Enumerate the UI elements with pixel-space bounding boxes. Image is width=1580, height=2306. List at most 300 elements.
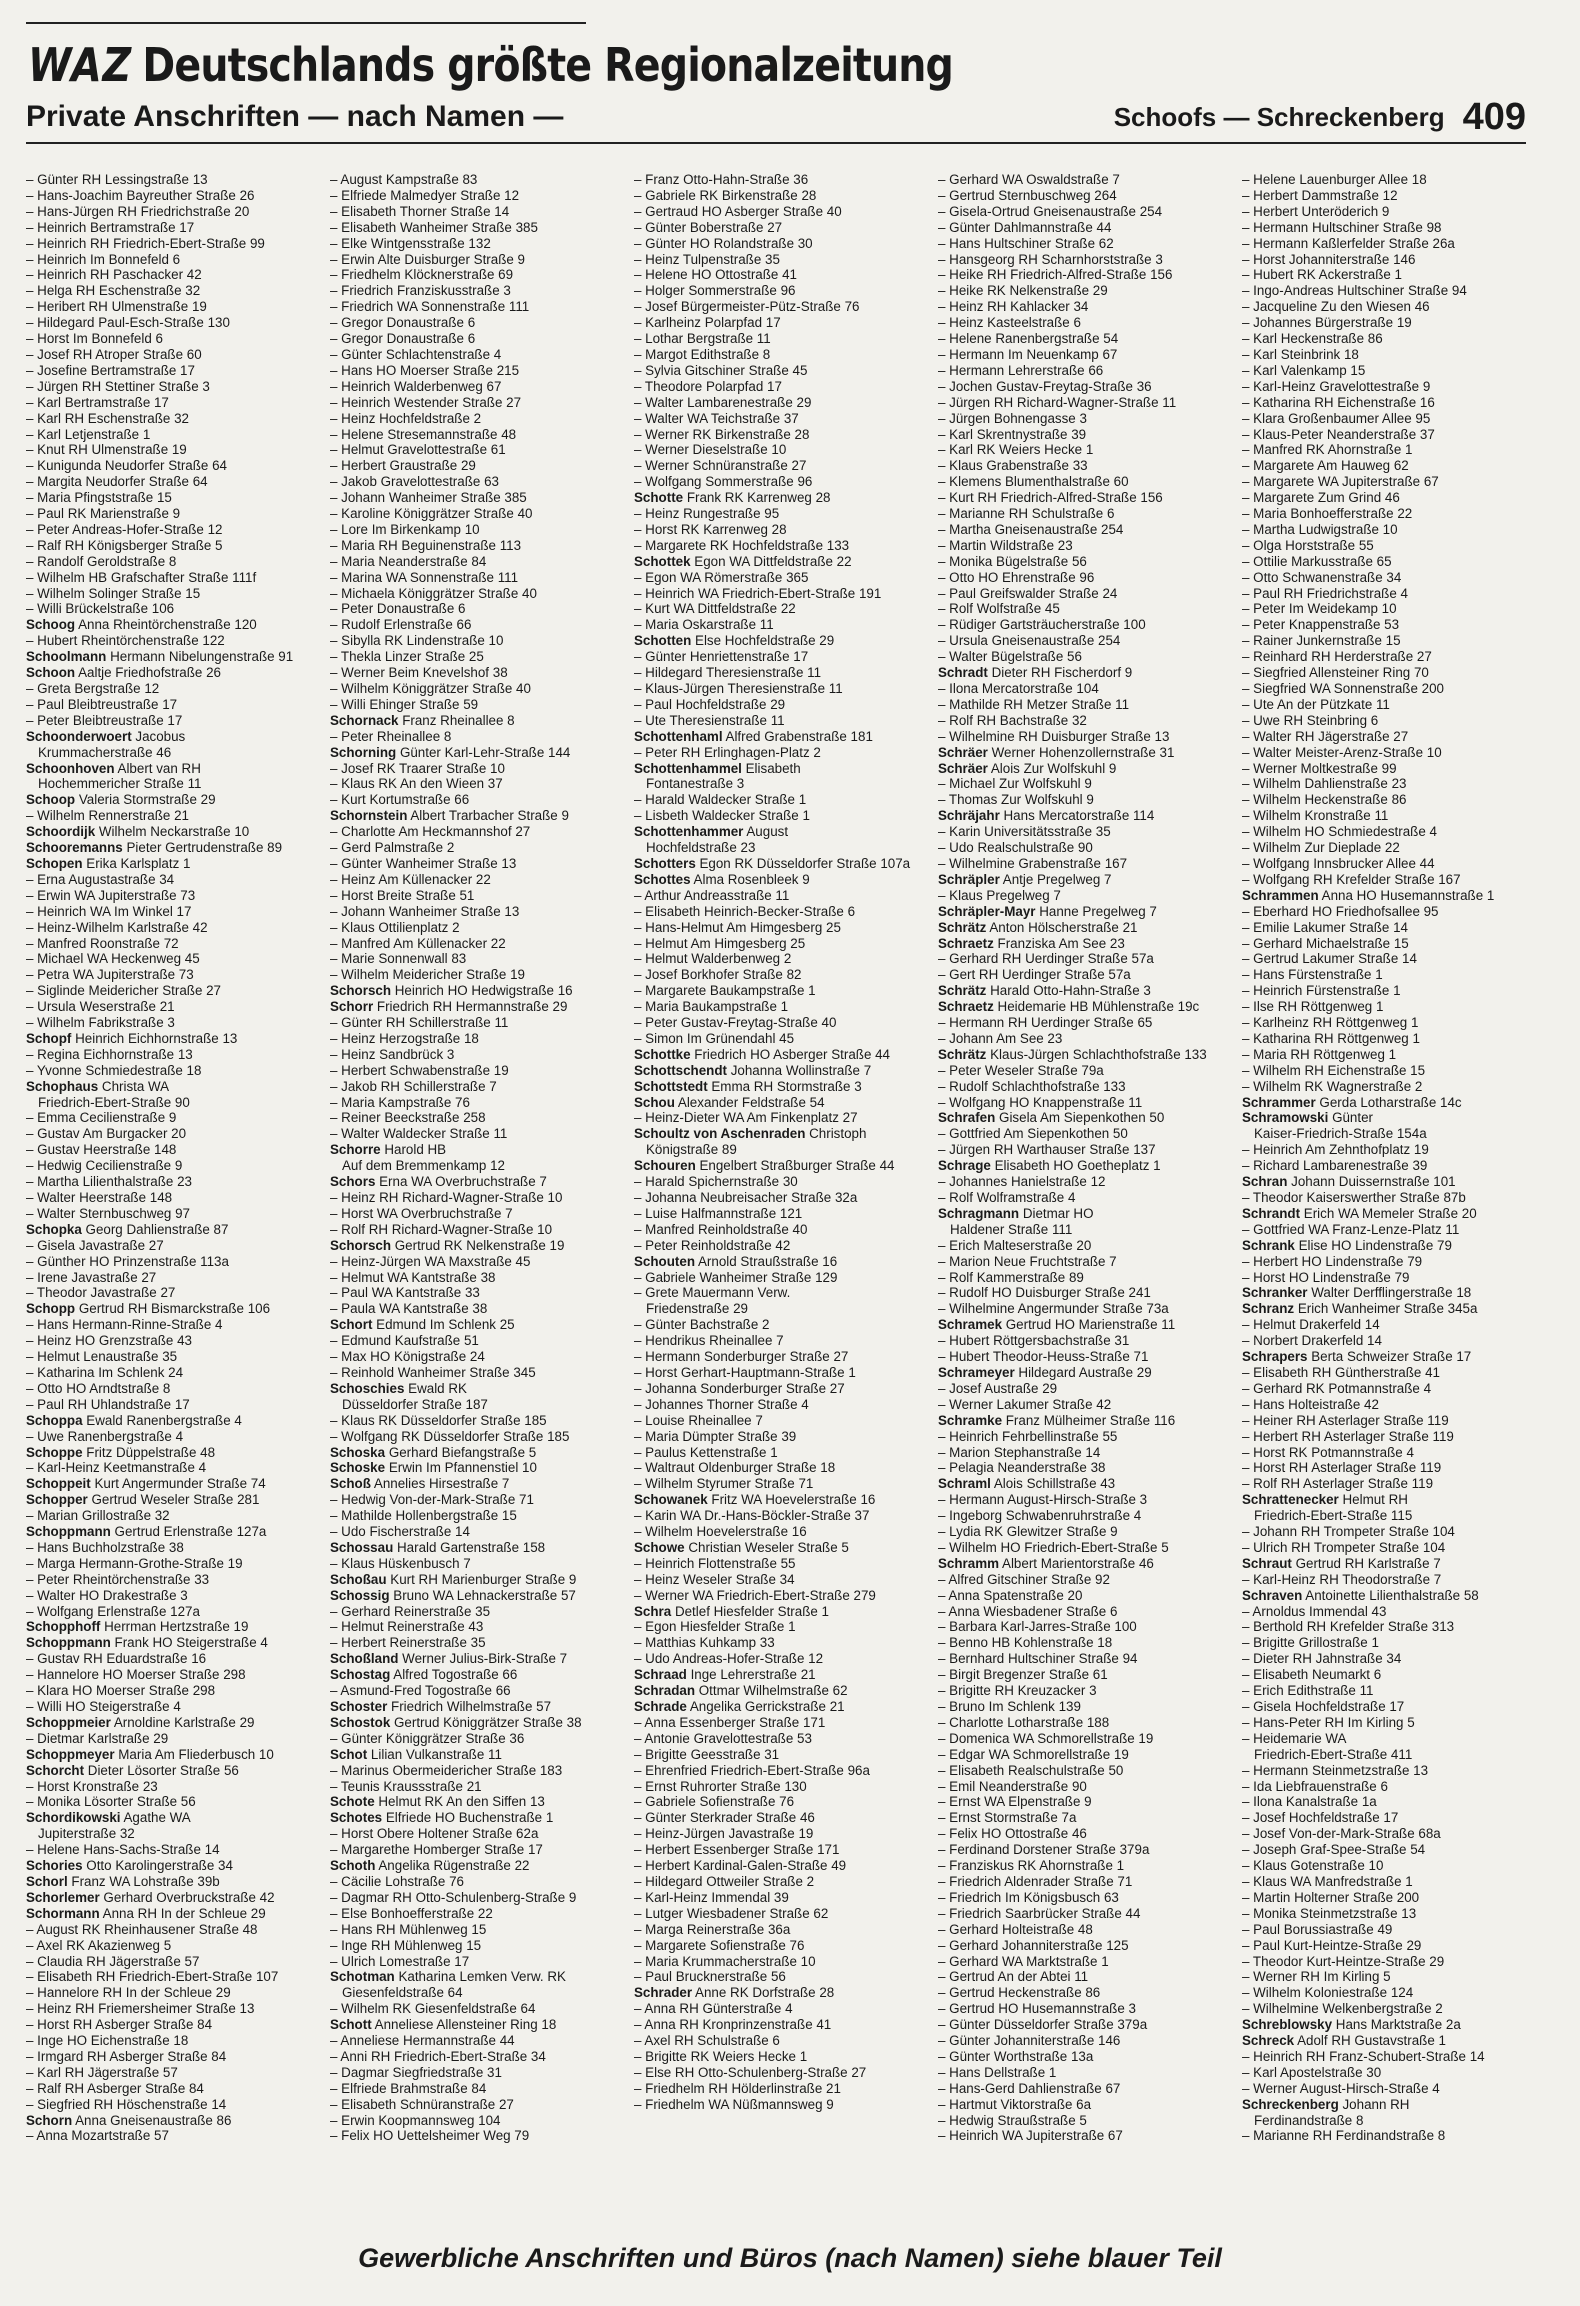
directory-entry: – Klaus RK Düsseldorfer Straße 185 <box>330 1412 547 1428</box>
directory-entry: – Sylvia Gitschiner Straße 45 <box>634 362 808 378</box>
directory-entry: – Hans Dellstraße 1 <box>938 2064 1057 2080</box>
surname: Schoß <box>330 1476 371 1492</box>
directory-entry: – Karl Heckenstraße 86 <box>1242 331 1383 347</box>
surname: Schoth <box>330 1858 376 1874</box>
directory-entry: – Karlheinz RH Röttgenweg 1 <box>1242 1015 1419 1031</box>
directory-entry: – Paul Kurt-Heintze-Straße 29 <box>1242 1937 1422 1953</box>
directory-entry: – Paula WA Kantstraße 38 <box>330 1301 488 1317</box>
directory-entry: – Richard Lambarenestraße 39 <box>1242 1158 1428 1174</box>
directory-entry: – Reinhard RH Herderstraße 27 <box>1242 649 1432 665</box>
directory-entry: – Hans Hermann-Rinne-Straße 4 <box>26 1317 223 1333</box>
directory-entry: – Arthur Andreasstraße 11 <box>634 887 790 903</box>
directory-entry: – Horst RK Potmannstraße 4 <box>1242 1444 1414 1460</box>
directory-entry: – Maria Baukampstraße 1 <box>634 999 789 1015</box>
surname: Schradt <box>938 665 988 681</box>
surname: Schotes <box>330 1810 383 1826</box>
listing-column-4 <box>938 172 1228 2212</box>
directory-entry: Schrage Elisabeth HO Goetheplatz 1 <box>938 1158 1161 1174</box>
directory-entry: – Marie Sonnenwall 83 <box>330 951 467 967</box>
directory-entry: Jupiterstraße 32 <box>38 1826 135 1842</box>
directory-entry: – Gottfried Am Siepenkothen 50 <box>938 1126 1128 1142</box>
directory-entry: – Paul Bleibtreustraße 17 <box>26 696 178 712</box>
directory-entry: – Willi HO Steigerstraße 4 <box>26 1699 181 1714</box>
directory-entry: Schoppmeier Arnoldine Karlstraße 29 <box>26 1714 255 1730</box>
directory-entry: – Josef Hochfeldstraße 17 <box>1242 1810 1399 1826</box>
directory-entry: Schoultz von Aschenraden Christoph <box>634 1126 867 1142</box>
directory-entry: – Walter HO Drakestraße 3 <box>26 1587 188 1603</box>
surname: Schowe <box>634 1539 685 1555</box>
directory-entry: – Ernst WA Elpenstraße 9 <box>938 1794 1092 1810</box>
directory-entry: Schrammen Anna HO Husemannstraße 1 <box>1242 887 1495 903</box>
directory-entry: – Helmut Walderbenweg 2 <box>634 951 792 967</box>
surname: Schoultz von Aschenraden <box>634 1126 806 1142</box>
directory-entry: – Wolfgang Sommerstraße 96 <box>634 474 813 490</box>
directory-entry: – Heinrich Bertramstraße 17 <box>26 219 195 235</box>
surname: Schopf <box>26 1030 72 1046</box>
directory-entry: – Heinz Kasteelstraße 6 <box>938 315 1081 331</box>
directory-entry: – Wilhelm Rennerstraße 21 <box>26 808 189 824</box>
surname: Schottek <box>634 553 691 569</box>
directory-entry: – Heinz RH Kahlacker 34 <box>938 299 1089 315</box>
brand-tagline: Deutschlands größte Regionalzeitung <box>142 38 954 92</box>
directory-entry: – Marianne RH Schulstraße 6 <box>938 506 1115 522</box>
directory-entry: – Wilhelm RK Wagnerstraße 2 <box>1242 1078 1423 1094</box>
directory-entry: Schotes Elfriede HO Buchenstraße 1 <box>330 1810 554 1826</box>
directory-entry: Schornstein Albert Trarbacher Straße 9 <box>330 808 569 824</box>
directory-entry: Schoordijk Wilhelm Neckarstraße 10 <box>26 824 250 840</box>
directory-entry: – Heinz-Wilhelm Karlstraße 42 <box>26 919 208 935</box>
page-header-right <box>1114 96 1526 139</box>
directory-entry: Schrafen Gisela Am Siepenkothen 50 <box>938 1110 1165 1126</box>
directory-entry: – Heinz Weseler Straße 34 <box>634 1571 795 1587</box>
directory-entry: – Karl-Heinz Gravelottestraße 9 <box>1242 378 1431 394</box>
surname: Schossau <box>330 1539 394 1555</box>
directory-entry: – Wilhelm HO Schmiedestraße 4 <box>1242 824 1437 840</box>
directory-entry: – Wilhelm HO Friedrich-Ebert-Straße 5 <box>938 1539 1169 1555</box>
directory-entry: – Josefine Bertramstraße 17 <box>26 362 195 378</box>
directory-entry: – Peter Donaustraße 6 <box>330 601 466 617</box>
listing-column-1 <box>26 172 316 2212</box>
directory-entry: – Anna Mozartstraße 57 <box>26 2128 169 2144</box>
surname: Schrandt <box>1242 1205 1301 1221</box>
name-range: Schoofs — Schreckenberg <box>1113 102 1445 132</box>
directory-entry: – Teunis Kraussstraße 21 <box>330 1778 482 1794</box>
directory-entry: – Norbert Drakerfeld 14 <box>1242 1333 1382 1349</box>
directory-entry: – Wilhelm Meidericher Straße 19 <box>330 967 525 983</box>
directory-entry: – Heinz RH Friemersheimer Straße 13 <box>26 2001 255 2017</box>
directory-entry: Schottes Alma Rosenbleek 9 <box>634 871 810 887</box>
directory-entry: – Katharina RH Eichenstraße 16 <box>1242 394 1435 410</box>
directory-entry: Schopen Erika Karlsplatz 1 <box>26 855 191 871</box>
directory-entry: – Wolfgang Erlenstraße 127a <box>26 1603 200 1619</box>
directory-entry: – Ottilie Markusstraße 65 <box>1242 553 1392 569</box>
directory-entry: – Heidemarie WA <box>1242 1730 1347 1746</box>
directory-entry: – Hans-Helmut Am Himgesberg 25 <box>634 919 841 935</box>
directory-entry: – Karl-Heinz RH Theodorstraße 7 <box>1242 1571 1442 1587</box>
directory-entry: Schradan Ottmar Wilhelmstraße 62 <box>634 1683 848 1699</box>
directory-entry: – Anna RH Kronprinzenstraße 41 <box>634 2017 832 2033</box>
directory-entry: – Berthold RH Krefelder Straße 313 <box>1242 1619 1455 1635</box>
directory-entry: – Elisabeth Heinrich-Becker-Straße 6 <box>634 903 856 919</box>
surname: Schrameyer <box>938 1364 1015 1380</box>
directory-entry: – Maria RH Beguinenstraße 113 <box>330 537 522 553</box>
directory-entry: – Monika Lösorter Straße 56 <box>26 1794 196 1810</box>
directory-entry: – Theodor Kaiserswerther Straße 87b <box>1242 1190 1466 1205</box>
directory-entry: – Karl Apostelstraße 30 <box>1242 2064 1382 2080</box>
directory-entry: Schraetz Heidemarie HB Mühlenstraße 19c <box>938 999 1200 1015</box>
directory-entry: – Gertrud Heckenstraße 86 <box>938 1985 1101 2001</box>
directory-entry: – Ilse RH Röttgenweg 1 <box>1242 999 1384 1015</box>
directory-entry: – Heinz RH Richard-Wagner-Straße 10 <box>330 1190 563 1205</box>
directory-entry: Schottstedt Emma RH Stormstraße 3 <box>634 1078 862 1094</box>
directory-entry: – Uwe RH Steinbring 6 <box>1242 712 1379 728</box>
directory-entry: – Paul WA Kantstraße 33 <box>330 1285 480 1301</box>
directory-entry: – Charlotte Lotharstraße 188 <box>938 1714 1110 1730</box>
newspaper-masthead <box>28 38 953 92</box>
directory-entry: – Katharina Im Schlenk 24 <box>26 1364 184 1380</box>
directory-entry: – Marion Stephanstraße 14 <box>938 1444 1101 1460</box>
surname: Schraut <box>1242 1555 1292 1571</box>
surname: Schoppmeyer <box>26 1746 115 1762</box>
directory-entry: – Rolf Wolframstraße 4 <box>938 1190 1076 1205</box>
directory-entry: – Klara HO Moerser Straße 298 <box>26 1683 216 1699</box>
directory-entry: – Elisabeth Thorner Straße 14 <box>330 203 510 219</box>
directory-entry: Schraetz Franziska Am See 23 <box>938 935 1125 951</box>
directory-entry: – Ingo-Andreas Hultschiner Straße 94 <box>1242 283 1467 299</box>
directory-entry: Düsseldorfer Straße 187 <box>342 1396 488 1412</box>
directory-entry: – Hannelore RH In der Schleue 29 <box>26 1985 231 2001</box>
directory-entry: – Margarete RK Hochfeldstraße 133 <box>634 537 850 553</box>
directory-entry: – Heinrich Fürstenstraße 1 <box>1242 983 1401 999</box>
directory-entry: Schoschies Ewald RK <box>330 1380 467 1396</box>
directory-entry: – Olga Horststraße 55 <box>1242 537 1374 553</box>
surname: Schorre <box>330 1142 381 1158</box>
directory-entry: Schou Alexander Feldstraße 54 <box>634 1094 825 1110</box>
footer-note: Gewerbliche Anschriften und Büros (nach Namen) siehe blauer Teil <box>358 2243 1222 2273</box>
directory-entry: – Pelagia Neanderstraße 38 <box>938 1460 1106 1476</box>
directory-entry: – Herbert RH Asterlager Straße 119 <box>1242 1428 1454 1444</box>
directory-entry: – Walter Waldecker Straße 11 <box>330 1126 508 1142</box>
directory-entry: – Klaus RK An den Wieen 37 <box>330 776 503 792</box>
directory-entry: – Otto HO Arndtstraße 8 <box>26 1380 171 1396</box>
surname: Schraad <box>634 1667 687 1683</box>
directory-entry: – Herbert Reinerstraße 35 <box>330 1635 486 1651</box>
surname: Schornstein <box>330 808 408 824</box>
directory-entry: – Helmut Am Himgesberg 25 <box>634 935 806 951</box>
directory-entry: – Martin Wildstraße 23 <box>938 537 1073 553</box>
directory-entry: – Luise Halfmannstraße 121 <box>634 1205 803 1221</box>
directory-entry: – Werner Dieselstraße 10 <box>634 442 787 458</box>
directory-entry: – Hans-Gerd Dahlienstraße 67 <box>938 2080 1121 2096</box>
directory-entry: – Josef Austraße 29 <box>938 1380 1058 1396</box>
directory-entry: Schottenhammel Elisabeth <box>634 760 801 776</box>
directory-entry: – Michaela Königgrätzer Straße 40 <box>330 585 537 601</box>
surname: Schors <box>330 1174 376 1190</box>
directory-entry: Schort Edmund Im Schlenk 25 <box>330 1317 515 1333</box>
directory-entry: Schrandt Erich WA Memeler Straße 20 <box>1242 1205 1477 1221</box>
directory-entry: – Else RH Otto-Schulenberg-Straße 27 <box>634 2064 867 2080</box>
directory-entry: – Heinrich Fehrbellinstraße 55 <box>938 1428 1118 1444</box>
surname: Schott <box>330 2017 372 2033</box>
directory-entry: – Hermann Lehrerstraße 66 <box>938 362 1104 378</box>
directory-entry: – Hans Buchholzstraße 38 <box>26 1539 184 1555</box>
directory-entry: – Brigitte Geesstraße 31 <box>634 1746 780 1762</box>
directory-entry: – Karl-Heinz Immendal 39 <box>634 1889 789 1905</box>
directory-entry: – Peter Andreas-Hofer-Straße 12 <box>26 521 223 537</box>
directory-entry: – Wilhelm Zur Dieplade 22 <box>1242 840 1400 856</box>
directory-entry: – Siegfried Allensteiner Ring 70 <box>1242 665 1429 681</box>
directory-entry: – Manfred RK Ahornstraße 1 <box>1242 442 1413 458</box>
directory-entry: – Emma Cecilienstraße 9 <box>26 1110 177 1126</box>
directory-entry: – Hannelore HO Moerser Straße 298 <box>26 1667 246 1683</box>
directory-entry: – Günter Schlachtenstraße 4 <box>330 346 502 362</box>
directory-entry: – Ulrich Lomestraße 17 <box>330 1953 470 1969</box>
directory-entry: – Lisbeth Waldecker Straße 1 <box>634 808 810 824</box>
directory-entry: – Friedrich Aldenrader Straße 71 <box>938 1873 1133 1889</box>
directory-entry: Schophaus Christa WA <box>26 1078 170 1094</box>
surname: Schoske <box>330 1460 386 1476</box>
surname: Schrafen <box>938 1110 996 1126</box>
directory-entry: – Günter Königgrätzer Straße 36 <box>330 1730 525 1746</box>
directory-entry: Schreblowsky Hans Marktstraße 2a <box>1242 2017 1461 2033</box>
directory-entry: – Wilhelm Dahlienstraße 23 <box>1242 776 1407 792</box>
masthead-rule <box>26 22 586 24</box>
directory-entry: Schramek Gertrud HO Marienstraße 11 <box>938 1317 1176 1333</box>
directory-entry: Schrätz Harald Otto-Hahn-Straße 3 <box>938 983 1151 999</box>
directory-entry: Schradt Dieter RH Fischerdorf 9 <box>938 665 1133 681</box>
directory-entry: – Günter Henriettenstraße 17 <box>634 649 809 665</box>
directory-entry: – Hendrikus Rheinallee 7 <box>634 1333 784 1349</box>
directory-entry: – Heinrich WA Jupiterstraße 67 <box>938 2128 1123 2144</box>
directory-entry: – Heinrich WA Friedrich-Ebert-Straße 191 <box>634 585 882 601</box>
directory-entry: – Hubert Rheintörchenstraße 122 <box>26 633 225 649</box>
directory-entry: – Erwin Koopmannsweg 104 <box>330 2112 501 2128</box>
surname: Schottenhaml <box>634 728 723 744</box>
directory-listing <box>26 172 1526 2212</box>
directory-entry: – Wilhelmine Angermunder Straße 73a <box>938 1301 1169 1317</box>
waz-logo: WAZ <box>28 38 133 92</box>
surname: Schostok <box>330 1714 391 1730</box>
directory-entry: – Klaus Ottilienplatz 2 <box>330 919 460 935</box>
directory-entry: – Klaus-Jürgen Theresienstraße 11 <box>634 681 843 696</box>
directory-entry: – Asmund-Fred Togostraße 66 <box>330 1683 511 1699</box>
surname: Schorcht <box>26 1762 85 1778</box>
directory-entry: – Regina Eichhornstraße 13 <box>26 1046 193 1062</box>
directory-entry: – Ursula Gneisenaustraße 254 <box>938 633 1121 649</box>
directory-entry: Schostok Gertrud Königgrätzer Straße 38 <box>330 1714 582 1730</box>
surname: Schräer <box>938 760 988 776</box>
directory-entry: – Rudolf Schlachthofstraße 133 <box>938 1078 1126 1094</box>
directory-entry: – Heike RH Friedrich-Alfred-Straße 156 <box>938 267 1173 283</box>
surname: Schostag <box>330 1667 391 1683</box>
directory-entry: – Gert RH Uerdinger Straße 57a <box>938 967 1131 983</box>
directory-entry: – Margot Edithstraße 8 <box>634 346 771 362</box>
directory-entry: – Walter RH Jägerstraße 27 <box>1242 728 1409 744</box>
directory-entry: – Maria Bonhoefferstraße 22 <box>1242 506 1413 522</box>
directory-entry: – Hubert Theodor-Heuss-Straße 71 <box>938 1349 1149 1365</box>
surname: Schorlemer <box>26 1889 100 1905</box>
surname: Schoßland <box>330 1651 399 1667</box>
directory-entry: – Horst Obere Holtener Straße 62a <box>330 1826 539 1842</box>
directory-entry: – Horst Johanniterstraße 146 <box>1242 251 1416 267</box>
directory-entry: – Paul Brucknerstraße 56 <box>634 1969 786 1985</box>
directory-entry: – Gertraud HO Asberger Straße 40 <box>634 203 842 219</box>
directory-entry: – Peter Weseler Straße 79a <box>938 1062 1104 1078</box>
directory-entry: – Rolf RH Richard-Wagner-Straße 10 <box>330 1221 553 1237</box>
directory-entry: – Hildegard Paul-Esch-Straße 130 <box>26 315 230 331</box>
directory-entry: – Wilhelm RK Giesenfeldstraße 64 <box>330 2001 536 2017</box>
directory-entry: – Simon Im Grünendahl 45 <box>634 1030 795 1046</box>
directory-entry: – Johann Am See 23 <box>938 1030 1063 1046</box>
directory-entry: – Hermann Kaßlerfelder Straße 26a <box>1242 235 1455 251</box>
surname: Schouten <box>634 1253 696 1269</box>
directory-entry: – Cäcilie Lohstraße 76 <box>330 1873 464 1889</box>
directory-entry: – Margarethe Homberger Straße 17 <box>330 1842 543 1858</box>
directory-entry: – Hermann RH Uerdinger Straße 65 <box>938 1015 1153 1031</box>
directory-entry: – Heiner RH Asterlager Straße 119 <box>1242 1412 1449 1428</box>
directory-entry: – Heinz Herzogstraße 18 <box>330 1030 479 1046</box>
directory-entry: – Wilhelmine RH Duisburger Straße 13 <box>938 728 1170 744</box>
directory-entry: – Karoline Königgrätzer Straße 40 <box>330 506 533 522</box>
directory-entry: Schoop Valeria Stormstraße 29 <box>26 792 216 808</box>
directory-entry: – Herbert Essenberger Straße 171 <box>634 1842 840 1858</box>
directory-entry: Schoog Anna Rheintörchenstraße 120 <box>26 617 257 633</box>
directory-entry: – Karl RH Jägerstraße 57 <box>26 2064 178 2080</box>
directory-entry: – Anna Spatenstraße 20 <box>938 1587 1083 1603</box>
directory-entry: – Elisabeth Realschulstraße 50 <box>938 1762 1124 1778</box>
directory-entry: Schraad Inge Lehrerstraße 21 <box>634 1667 816 1683</box>
directory-entry: – Heinrich RH Paschacker 42 <box>26 267 202 283</box>
directory-entry: – Gabriele Sofienstraße 76 <box>634 1794 795 1810</box>
directory-entry: – Hildegard Theresienstraße 11 <box>634 665 822 681</box>
directory-entry: – Udo Fischerstraße 14 <box>330 1524 470 1540</box>
directory-entry: – Gerhard Reinerstraße 35 <box>330 1603 491 1619</box>
directory-entry: – Friedhelm WA Nüßmannsweg 9 <box>634 2096 834 2112</box>
directory-entry: – Klemens Blumenthalstraße 60 <box>938 474 1129 490</box>
directory-entry: Auf dem Bremmenkamp 12 <box>342 1158 505 1174</box>
directory-entry: Schoppmann Frank HO Steigerstraße 4 <box>26 1635 268 1651</box>
surname: Schorn <box>26 2112 73 2128</box>
directory-entry: – Wolfgang HO Knappenstraße 11 <box>938 1094 1143 1110</box>
directory-entry: Schräjahr Hans Mercatorstraße 114 <box>938 808 1155 824</box>
directory-entry: – Monika Steinmetzstraße 13 <box>1242 1905 1417 1921</box>
directory-entry: – Anneliese Hermannstraße 44 <box>330 2033 515 2049</box>
page-header <box>26 96 1526 144</box>
directory-entry: Friedenstraße 29 <box>646 1301 748 1317</box>
directory-entry: – Josef Borkhofer Straße 82 <box>634 967 802 983</box>
surname: Schorsch <box>330 1237 392 1253</box>
directory-entry: – Hedwig Von-der-Mark-Straße 71 <box>330 1492 534 1508</box>
directory-entry: – Gisela Hochfeldstraße 17 <box>1242 1699 1405 1714</box>
directory-entry: Schopka Georg Dahlienstraße 87 <box>26 1221 229 1237</box>
directory-entry: – Heinrich Westender Straße 27 <box>330 394 522 410</box>
surname: Schouren <box>634 1158 696 1174</box>
directory-entry: – Matthias Kuhkamp 33 <box>634 1635 775 1651</box>
directory-entry: – Günther HO Prinzenstraße 113a <box>26 1253 229 1269</box>
directory-entry: Schoppe Fritz Düppelstraße 48 <box>26 1444 216 1460</box>
surname: Schreckenberg <box>1242 2096 1339 2112</box>
directory-entry: Schorre Harold HB <box>330 1142 447 1158</box>
surname: Schrade <box>634 1699 687 1714</box>
directory-entry: Schowanek Fritz WA Hoevelerstraße 16 <box>634 1492 876 1508</box>
directory-entry: – Erich Malteserstraße 20 <box>938 1237 1092 1253</box>
surname: Schort <box>330 1317 373 1333</box>
directory-entry: – Johannes Bürgerstraße 19 <box>1242 315 1412 331</box>
directory-entry: – Hans-Jürgen RH Friedrichstraße 20 <box>26 203 250 219</box>
surname: Schrammen <box>1242 887 1319 903</box>
directory-entry: – Kurt RH Friedrich-Alfred-Straße 156 <box>938 490 1163 506</box>
directory-entry: – Margarete Baukampstraße 1 <box>634 983 816 999</box>
directory-entry: Schoppeit Kurt Angermunder Straße 74 <box>26 1476 266 1492</box>
directory-entry: – Elisabeth RH Güntherstraße 41 <box>1242 1364 1440 1380</box>
surname: Schraetz <box>938 999 994 1015</box>
directory-entry: – Waltraut Oldenburger Straße 18 <box>634 1460 836 1476</box>
directory-entry: – Udo Andreas-Hofer-Straße 12 <box>634 1651 824 1667</box>
surname: Schräpler <box>938 871 1000 887</box>
directory-entry: – Rolf Kammerstraße 89 <box>938 1269 1084 1285</box>
directory-entry: – Ute An der Pützkate 11 <box>1242 696 1390 712</box>
directory-entry: Schotte Frank RK Karrenweg 28 <box>634 490 831 506</box>
surname: Schopen <box>26 855 83 871</box>
directory-entry: – Dieter RH Jahnstraße 34 <box>1242 1651 1402 1667</box>
directory-entry: – Karlheinz Polarpfad 17 <box>634 315 781 331</box>
directory-entry: – Manfred Reinholdstraße 40 <box>634 1221 808 1237</box>
directory-entry: – Karin WA Dr.-Hans-Böckler-Straße 37 <box>634 1508 870 1524</box>
surname: Schramek <box>938 1317 1003 1333</box>
directory-entry: – Klaus WA Manfredstraße 1 <box>1242 1873 1413 1889</box>
directory-entry: – Karl-Heinz Keetmanstraße 4 <box>26 1460 207 1476</box>
surname: Schoßau <box>330 1571 387 1587</box>
directory-entry: Schramowski Günter <box>1242 1110 1374 1126</box>
directory-entry: – Anna RH Günterstraße 4 <box>634 2001 793 2017</box>
directory-entry: Schossig Bruno WA Lehnackerstraße 57 <box>330 1587 576 1603</box>
directory-entry: – Brigitte RH Kreuzacker 3 <box>938 1683 1097 1699</box>
directory-entry: – Thomas Zur Wolfskuhl 9 <box>938 792 1094 808</box>
directory-entry: – Peter Im Weidekamp 10 <box>1242 601 1397 617</box>
directory-entry: – Knut RH Ulmenstraße 19 <box>26 442 187 458</box>
directory-entry: Schorning Günter Karl-Lehr-Straße 144 <box>330 744 571 760</box>
directory-entry: – Günter HO Rolandstraße 30 <box>634 235 813 251</box>
directory-entry: – Franziskus RK Ahornstraße 1 <box>938 1858 1125 1874</box>
directory-entry: Schopp Gertrud RH Bismarckstraße 106 <box>26 1301 271 1317</box>
directory-entry: – Elisabeth Schnüranstraße 27 <box>330 2096 514 2112</box>
directory-entry: – Margarete Sofienstraße 76 <box>634 1937 805 1953</box>
directory-entry: – Heinrich Walderbenweg 67 <box>330 378 502 394</box>
surname: Schrattenecker <box>1242 1492 1339 1508</box>
directory-entry: – Willi Ehinger Straße 59 <box>330 696 479 712</box>
directory-entry: – Heike RK Nelkenstraße 29 <box>938 283 1108 299</box>
directory-entry: – Jürgen RH Richard-Wagner-Straße 11 <box>938 394 1177 410</box>
directory-entry: Schramke Franz Mülheimer Straße 116 <box>938 1412 1176 1428</box>
directory-entry: – Heinz-Jürgen Javastraße 19 <box>634 1826 814 1842</box>
directory-entry: – Claudia RH Jägerstraße 57 <box>26 1953 200 1969</box>
directory-entry: – Axel RK Akazienweg 5 <box>26 1937 172 1953</box>
surname: Schorl <box>26 1873 68 1889</box>
directory-entry: – Udo Realschulstraße 90 <box>938 840 1093 856</box>
directory-entry: – Horst RH Asberger Straße 84 <box>26 2017 213 2033</box>
directory-entry: – Axel RH Schulstraße 6 <box>634 2033 780 2049</box>
directory-entry: – Wolfgang RH Krefelder Straße 167 <box>1242 871 1461 887</box>
directory-entry: – Margarete WA Jupiterstraße 67 <box>1242 474 1439 490</box>
directory-entry: – Wilhelm Solinger Straße 15 <box>26 585 201 601</box>
directory-entry: – Werner Schnüranstraße 27 <box>634 458 807 474</box>
surname: Schou <box>634 1094 675 1110</box>
directory-entry: Hochemmericher Straße 11 <box>38 776 202 792</box>
directory-entry: – Peter Knappenstraße 53 <box>1242 617 1400 633</box>
surname: Schotters <box>634 855 696 871</box>
directory-entry: Schoppa Ewald Ranenbergstraße 4 <box>26 1412 242 1428</box>
directory-entry: – Brigitte RK Weiers Hecke 1 <box>634 2048 808 2064</box>
